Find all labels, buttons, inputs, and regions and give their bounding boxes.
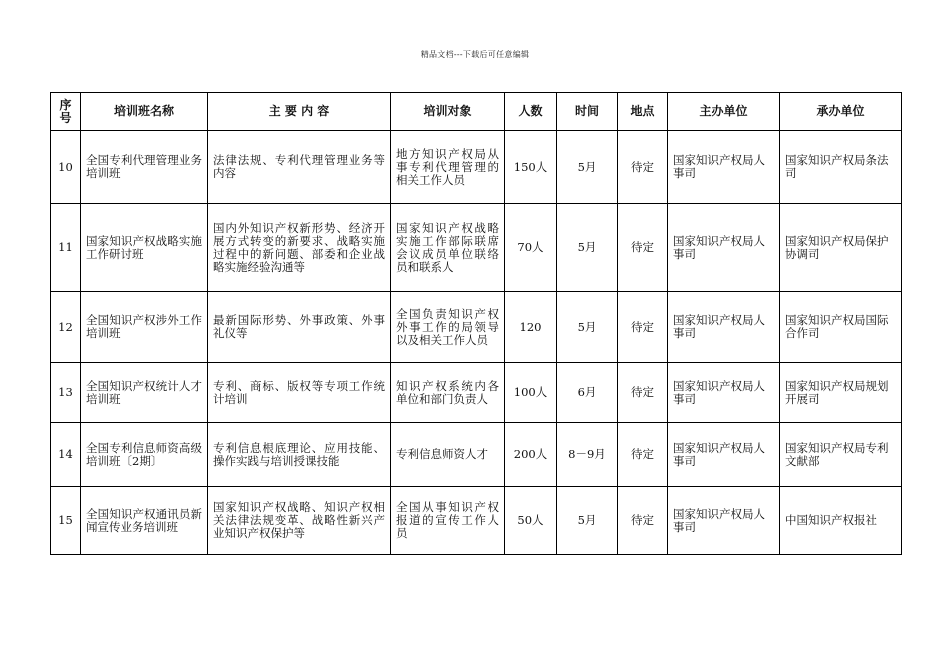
cell-organizer: 国家知识产权局保护协调司 xyxy=(780,204,902,292)
cell-target: 全国从事知识产权报道的宣传工作人员 xyxy=(391,487,505,555)
cell-target: 全国负责知识产权外事工作的局领导以及相关工作人员 xyxy=(391,292,505,363)
cell-no: 12 xyxy=(51,292,81,363)
cell-count: 120 xyxy=(505,292,557,363)
col-header-content: 主 要 内 容 xyxy=(208,93,391,131)
col-header-place: 地点 xyxy=(618,93,668,131)
cell-no: 14 xyxy=(51,423,81,487)
cell-time: 5月 xyxy=(557,204,618,292)
cell-count: 200人 xyxy=(505,423,557,487)
cell-host: 国家知识产权局人事司 xyxy=(668,363,780,423)
cell-no: 11 xyxy=(51,204,81,292)
cell-count: 50人 xyxy=(505,487,557,555)
cell-name: 国家知识产权战略实施工作研讨班 xyxy=(81,204,208,292)
cell-host: 国家知识产权局人事司 xyxy=(668,292,780,363)
table-row xyxy=(51,204,902,292)
cell-no: 15 xyxy=(51,487,81,555)
cell-content: 专利信息根底理论、应用技能、操作实践与培训授课技能 xyxy=(208,423,391,487)
cell-host: 国家知识产权局人事司 xyxy=(668,423,780,487)
cell-name: 全国知识产权通讯员新闻宣传业务培训班 xyxy=(81,487,208,555)
table-row xyxy=(51,487,902,555)
cell-organizer: 中国知识产权报社 xyxy=(780,487,902,555)
cell-no: 10 xyxy=(51,131,81,204)
table-row xyxy=(51,131,902,204)
cell-content: 最新国际形势、外事政策、外事礼仪等 xyxy=(208,292,391,363)
cell-content: 国家知识产权战略、知识产权相关法律法规变革、战略性新兴产业知识产权保护等 xyxy=(208,487,391,555)
cell-organizer: 国家知识产权局国际合作司 xyxy=(780,292,902,363)
cell-organizer: 国家知识产权局规划开展司 xyxy=(780,363,902,423)
cell-host: 国家知识产权局人事司 xyxy=(668,204,780,292)
cell-name: 全国专利信息师资高级培训班〔2期〕 xyxy=(81,423,208,487)
cell-host: 国家知识产权局人事司 xyxy=(668,131,780,204)
cell-no: 13 xyxy=(51,363,81,423)
cell-content: 专利、商标、版权等专项工作统计培训 xyxy=(208,363,391,423)
cell-place: 待定 xyxy=(618,131,668,204)
col-header-host: 主办单位 xyxy=(668,93,780,131)
cell-count: 150人 xyxy=(505,131,557,204)
table-row xyxy=(51,292,902,363)
cell-time: 5月 xyxy=(557,131,618,204)
cell-time: 6月 xyxy=(557,363,618,423)
cell-time: 5月 xyxy=(557,487,618,555)
cell-place: 待定 xyxy=(618,204,668,292)
cell-name: 全国知识产权涉外工作培训班 xyxy=(81,292,208,363)
cell-time: 5月 xyxy=(557,292,618,363)
col-header-time: 时间 xyxy=(557,93,618,131)
cell-target: 地方知识产权局从事专利代理管理的相关工作人员 xyxy=(391,131,505,204)
cell-count: 70人 xyxy=(505,204,557,292)
cell-organizer: 国家知识产权局专利文献部 xyxy=(780,423,902,487)
table-row xyxy=(51,363,902,423)
cell-name: 全国知识产权统计人才培训班 xyxy=(81,363,208,423)
cell-target: 知识产权系统内各单位和部门负责人 xyxy=(391,363,505,423)
cell-target: 国家知识产权战略实施工作部际联席会议成员单位联络员和联系人 xyxy=(391,204,505,292)
col-header-name: 培训班名称 xyxy=(81,93,208,131)
table-row xyxy=(51,423,902,487)
cell-organizer: 国家知识产权局条法司 xyxy=(780,131,902,204)
cell-place: 待定 xyxy=(618,487,668,555)
cell-place: 待定 xyxy=(618,363,668,423)
page-header: 精品文档---下载后可任意编辑 xyxy=(420,50,530,59)
col-header-count: 人数 xyxy=(505,93,557,131)
training-table xyxy=(50,92,902,555)
cell-count: 100人 xyxy=(505,363,557,423)
cell-content: 国内外知识产权新形势、经济开展方式转变的新要求、战略实施过程中的新问题、部委和企业战略实施经验沟通等 xyxy=(208,204,391,292)
col-header-no: 序号 xyxy=(51,93,81,131)
cell-content: 法律法规、专利代理管理业务等内容 xyxy=(208,131,391,204)
cell-name: 全国专利代理管理业务培训班 xyxy=(81,131,208,204)
col-header-organizer: 承办单位 xyxy=(780,93,902,131)
cell-target: 专利信息师资人才 xyxy=(391,423,505,487)
col-header-target: 培训对象 xyxy=(391,93,505,131)
cell-time: 8－9月 xyxy=(557,423,618,487)
cell-place: 待定 xyxy=(618,423,668,487)
header-row xyxy=(51,93,902,131)
cell-host: 国家知识产权局人事司 xyxy=(668,487,780,555)
cell-place: 待定 xyxy=(618,292,668,363)
